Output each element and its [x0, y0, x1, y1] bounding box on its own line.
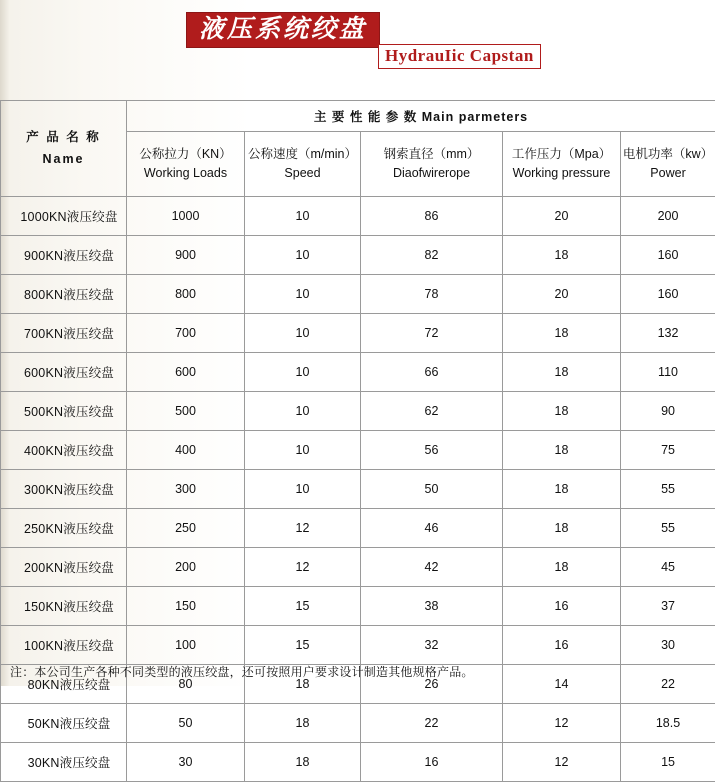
- cell-rope-diameter: 16: [361, 743, 503, 782]
- cell-working-pressure: 12: [503, 743, 621, 782]
- cell-rope-diameter: 82: [361, 236, 503, 275]
- table-header-row-group: [1, 101, 715, 132]
- column-header-working-loads-cn: 公称拉力（KN）: [128, 145, 243, 164]
- cell-product-name: 150KN液压绞盘: [1, 587, 127, 626]
- cell-rope-diameter: 42: [361, 548, 503, 587]
- cell-rope-diameter: 50: [361, 470, 503, 509]
- cell-working-load: 100: [127, 626, 245, 665]
- cell-working-load: 200: [127, 548, 245, 587]
- cell-working-pressure: 20: [503, 275, 621, 314]
- cell-working-pressure: 16: [503, 587, 621, 626]
- cell-speed: 10: [245, 197, 361, 236]
- cell-working-load: 800: [127, 275, 245, 314]
- cell-working-pressure: 18: [503, 392, 621, 431]
- cell-working-pressure: 18: [503, 509, 621, 548]
- cell-power: 18.5: [621, 704, 715, 743]
- cell-product-name: 500KN液压绞盘: [1, 392, 127, 431]
- table-row: [1, 587, 715, 626]
- table-row: [1, 548, 715, 587]
- column-header-power-en: Power: [622, 164, 714, 183]
- column-header-working-loads: [127, 132, 245, 197]
- cell-speed: 15: [245, 626, 361, 665]
- cell-working-load: 900: [127, 236, 245, 275]
- cell-power: 37: [621, 587, 715, 626]
- cell-power: 90: [621, 392, 715, 431]
- cell-product-name: 900KN液压绞盘: [1, 236, 127, 275]
- table-row: [1, 236, 715, 275]
- cell-speed: 18: [245, 665, 361, 704]
- cell-power: 75: [621, 431, 715, 470]
- cell-working-load: 30: [127, 743, 245, 782]
- column-header-working-pressure: [503, 132, 621, 197]
- column-header-power-cn: 电机功率（kw）: [622, 145, 714, 164]
- cell-rope-diameter: 72: [361, 314, 503, 353]
- table-row: [1, 743, 715, 782]
- column-header-name: [1, 101, 127, 197]
- cell-power: 55: [621, 470, 715, 509]
- cell-power: 15: [621, 743, 715, 782]
- table-row: [1, 431, 715, 470]
- cell-working-pressure: 16: [503, 626, 621, 665]
- cell-rope-diameter: 22: [361, 704, 503, 743]
- table-row: [1, 275, 715, 314]
- cell-rope-diameter: 46: [361, 509, 503, 548]
- cell-power: 132: [621, 314, 715, 353]
- column-header-rope-diameter-en: Diaofwirerope: [362, 164, 501, 183]
- cell-speed: 10: [245, 392, 361, 431]
- column-header-power: [621, 132, 715, 197]
- column-header-name-en: Name: [2, 149, 125, 170]
- cell-power: 30: [621, 626, 715, 665]
- cell-working-load: 500: [127, 392, 245, 431]
- column-header-speed-cn: 公称速度（m/min）: [246, 145, 359, 164]
- cell-rope-diameter: 38: [361, 587, 503, 626]
- column-header-working-pressure-en: Working pressure: [504, 164, 619, 183]
- table-body: [1, 197, 715, 782]
- cell-rope-diameter: 32: [361, 626, 503, 665]
- cell-product-name: 1000KN液压绞盘: [1, 197, 127, 236]
- table-head: [1, 101, 715, 197]
- cell-working-pressure: 18: [503, 431, 621, 470]
- cell-working-pressure: 18: [503, 353, 621, 392]
- cell-rope-diameter: 26: [361, 665, 503, 704]
- cell-working-pressure: 12: [503, 704, 621, 743]
- table-row: [1, 509, 715, 548]
- cell-working-load: 50: [127, 704, 245, 743]
- cell-speed: 10: [245, 275, 361, 314]
- cell-speed: 18: [245, 743, 361, 782]
- cell-speed: 15: [245, 587, 361, 626]
- table-row: [1, 392, 715, 431]
- cell-working-pressure: 18: [503, 236, 621, 275]
- cell-rope-diameter: 66: [361, 353, 503, 392]
- table-row: [1, 704, 715, 743]
- cell-working-pressure: 18: [503, 314, 621, 353]
- column-header-rope-diameter: [361, 132, 503, 197]
- cell-working-load: 80: [127, 665, 245, 704]
- column-header-speed: [245, 132, 361, 197]
- cell-power: 45: [621, 548, 715, 587]
- cell-working-pressure: 18: [503, 470, 621, 509]
- cell-product-name: 50KN液压绞盘: [1, 704, 127, 743]
- cell-speed: 18: [245, 704, 361, 743]
- cell-speed: 10: [245, 470, 361, 509]
- title-chinese: 液压系统绞盘: [186, 12, 380, 48]
- column-header-rope-diameter-cn: 钢索直径（mm）: [362, 145, 501, 164]
- cell-power: 200: [621, 197, 715, 236]
- cell-product-name: 30KN液压绞盘: [1, 743, 127, 782]
- cell-speed: 10: [245, 314, 361, 353]
- cell-speed: 10: [245, 236, 361, 275]
- cell-working-load: 250: [127, 509, 245, 548]
- cell-working-load: 700: [127, 314, 245, 353]
- cell-product-name: 200KN液压绞盘: [1, 548, 127, 587]
- cell-working-pressure: 14: [503, 665, 621, 704]
- footer-note: 注：本公司生产各种不同类型的液压绞盘，还可按照用户要求设计制造其他规格产品。: [10, 663, 474, 680]
- cell-speed: 12: [245, 548, 361, 587]
- column-header-speed-en: Speed: [246, 164, 359, 183]
- cell-power: 22: [621, 665, 715, 704]
- cell-product-name: 250KN液压绞盘: [1, 509, 127, 548]
- table-row: [1, 353, 715, 392]
- cell-product-name: 600KN液压绞盘: [1, 353, 127, 392]
- cell-speed: 10: [245, 353, 361, 392]
- column-header-main-parameters: 主 要 性 能 参 数 Main parmeters: [127, 101, 715, 132]
- cell-working-load: 1000: [127, 197, 245, 236]
- cell-speed: 10: [245, 431, 361, 470]
- column-header-name-cn: 产 品 名 称: [2, 127, 125, 148]
- cell-working-pressure: 20: [503, 197, 621, 236]
- cell-speed: 12: [245, 509, 361, 548]
- cell-working-load: 600: [127, 353, 245, 392]
- cell-rope-diameter: 62: [361, 392, 503, 431]
- cell-power: 55: [621, 509, 715, 548]
- cell-power: 160: [621, 236, 715, 275]
- cell-rope-diameter: 56: [361, 431, 503, 470]
- column-header-working-pressure-cn: 工作压力（Mpa）: [504, 145, 619, 164]
- cell-product-name: 100KN液压绞盘: [1, 626, 127, 665]
- table-row: [1, 470, 715, 509]
- cell-power: 160: [621, 275, 715, 314]
- cell-rope-diameter: 86: [361, 197, 503, 236]
- cell-power: 110: [621, 353, 715, 392]
- cell-rope-diameter: 78: [361, 275, 503, 314]
- title-english: HydrauIic Capstan: [378, 44, 541, 69]
- cell-working-load: 150: [127, 587, 245, 626]
- cell-working-load: 400: [127, 431, 245, 470]
- cell-product-name: 400KN液压绞盘: [1, 431, 127, 470]
- column-header-working-loads-en: Working Loads: [128, 164, 243, 183]
- cell-product-name: 800KN液压绞盘: [1, 275, 127, 314]
- cell-product-name: 80KN液压绞盘: [1, 665, 127, 704]
- table-row: [1, 626, 715, 665]
- cell-product-name: 300KN液压绞盘: [1, 470, 127, 509]
- cell-working-load: 300: [127, 470, 245, 509]
- table-row: [1, 314, 715, 353]
- document-header: [0, 0, 715, 92]
- cell-product-name: 700KN液压绞盘: [1, 314, 127, 353]
- cell-working-pressure: 18: [503, 548, 621, 587]
- table-row: [1, 197, 715, 236]
